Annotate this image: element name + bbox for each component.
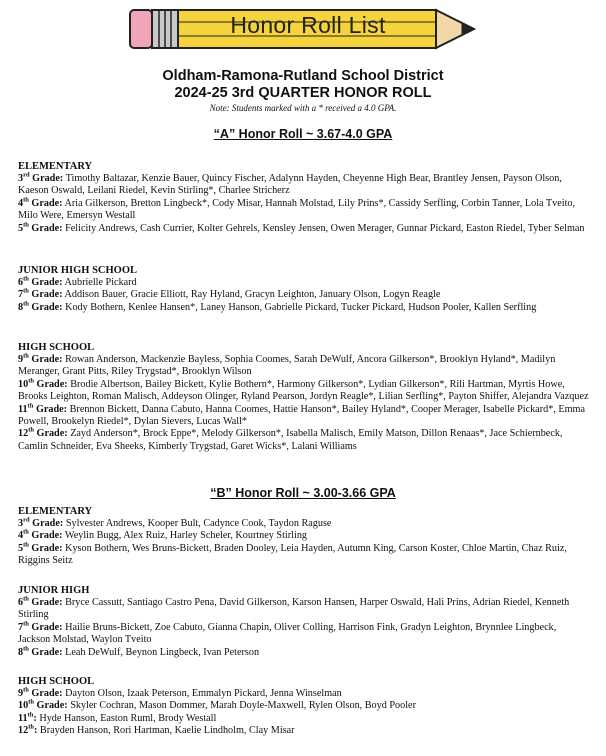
grade-line: 12th: Brayden Hanson, Rori Hartman, Kaelie Lindholm, Clay Misar — [18, 723, 295, 737]
grade-line: 11th: Hyde Hanson, Easton Ruml, Brody Westall — [18, 711, 217, 724]
pencil-banner — [128, 4, 488, 54]
grade-line: 7th Grade: Addison Bauer, Gracie Elliott, Ray Hyland, Gracyn Leighton, January Olson, Logyn Reagle — [18, 288, 441, 301]
a-junior-high-section — [18, 264, 590, 314]
district-name: Oldham-Ramona-Rutland School District — [162, 68, 444, 84]
grade-line: 4th Grade: Aria Gilkerson, Bretton Lingbeck*, Cody Misar, Hannah Molstad, Lily Prins*, Cassidy Serfling, Corbin Tanner, Lola Tveito, Milo Were, Emersyn Westall — [18, 196, 576, 222]
document-header — [0, 68, 606, 114]
banner-title: Honor Roll List — [230, 12, 386, 38]
section-heading: JUNIOR HIGH — [18, 585, 90, 596]
b-elementary-section — [18, 505, 590, 568]
grade-line: 6th Grade: Bryce Cassutt, Santiago Castro Pena, David Gilkerson, Karson Hansen, Harper Oswald, Hali Prins, Adrian Riedel, Kenneth Stirling — [18, 595, 570, 621]
grade-line: 4th Grade: Weylin Bugg, Alex Ruiz, Harley Scheler, Kourtney Stirling — [18, 529, 308, 542]
grade-line: 5th Grade: Felicity Andrews, Cash Currier, Kolter Gehrels, Kensley Jensen, Owen Merager, Gunnar Pickard, Easton Riedel, Tyber Selman — [18, 221, 585, 234]
section-heading: HIGH SCHOOL — [18, 342, 95, 353]
gpa-note: Note: Students marked with a * received a 4.0 GPA. — [209, 103, 397, 113]
grade-line: 9th Grade: Dayton Olson, Izaak Peterson, Emmalyn Pickard, Jenna Winselman — [18, 686, 342, 699]
a-elementary-section — [18, 160, 590, 235]
section-heading: ELEMENTARY — [18, 161, 93, 172]
b-high-school-section — [18, 675, 590, 738]
grade-line: 8th Grade: Kody Bothern, Kenlee Hansen*, Laney Hanson, Gabrielle Pickard, Tucker Pickard, Hudson Pooler, Kallen Serfling — [18, 300, 537, 313]
grade-line: 7th Grade: Hailie Bruns-Bickett, Zoe Cabuto, Gianna Chapin, Oliver Colling, Harrison Fink, Gradyn Leighton, Brynnlee Lingbeck, Jackson Molstad, Waylon Tveito — [18, 620, 557, 646]
grade-line: 3rd Grade: Timothy Baltazar, Kenzie Bauer, Quincy Fischer, Adalynn Hayden, Cheyenne High Bear, Brantley Jensen, Payson Olson, Kaeson Oswald, Leilani Riedel, Kevin Stirling*, Charlee Stricherz — [18, 171, 562, 197]
grade-line: 8th Grade: Leah DeWulf, Beynon Lingbeck, Ivan Peterson — [18, 645, 260, 658]
b-junior-high-section — [18, 584, 590, 659]
grade-line: 6th Grade: Aubrielle Pickard — [18, 275, 137, 288]
honor-roll-subtitle: 2024-25 3rd QUARTER HONOR ROLL — [174, 85, 432, 101]
b-honor-roll-title: “B” Honor Roll ~ 3.00-3.66 GPA — [210, 486, 396, 500]
section-heading: ELEMENTARY — [18, 506, 93, 517]
grade-line: 11th Grade: Brennon Bickett, Danna Cabuto, Hanna Coomes, Hattie Hanson*, Bailey Hyland*, Cooper Merager, Isabelle Pickard*, Emma Powell, Brookelyn Riedel*, Dylan Sievers, Lucas Wall* — [18, 402, 585, 428]
a-high-school-section — [18, 341, 590, 453]
a-honor-roll-title: “A” Honor Roll ~ 3.67-4.0 GPA — [213, 127, 393, 141]
grade-line: 3rd Grade: Sylvester Andrews, Kooper Bult, Cadynce Cook, Taydon Raguse — [18, 516, 332, 529]
section-heading: JUNIOR HIGH SCHOOL — [18, 265, 138, 276]
grade-line: 12th Grade: Zayd Anderson*, Brock Eppe*, Melody Gilkerson*, Isabella Malisch, Emily Matson, Dillon Renaas*, Jace Schiernbeck, Camlin Schneider, Eva Sheeks, Kimberly Trygstad, Garet Wicks*, Lalani Williams — [18, 427, 563, 452]
grade-line: 10th Grade: Brodie Albertson, Bailey Bickett, Kylie Bothern*, Harmony Gilkerson*, Lydian Gilkerson*, Rili Hartman, Myrtis Howe, Brooks Leighton, Roman Malisch, Addeyson Olinger, Ryland Pearson, Jordyn Reagle*, Lilian Serfling*, Payton Shiffer, Alejandra Vazquez — [18, 377, 589, 403]
grade-line: 9th Grade: Rowan Anderson, Mackenzie Bayless, Sophia Coomes, Sarah DeWulf, Ancora Gilkerson*, Brooklyn Hyland*, Madilyn Meranger, Grant Pitts, Riley Trygstad*, Brooklyn Wilson — [18, 352, 556, 378]
grade-line: 10th Grade: Skyler Cochran, Mason Dommer, Marah Doyle-Maxwell, Rylen Olson, Boyd Pooler — [18, 699, 416, 712]
grade-line: 5th Grade: Kyson Bothern, Wes Bruns-Bickett, Braden Dooley, Leia Hayden, Autumn King, Carson Koster, Chloe Martin, Chaz Ruiz, Riggins Seitz — [18, 541, 567, 567]
section-heading: HIGH SCHOOL — [18, 676, 95, 687]
